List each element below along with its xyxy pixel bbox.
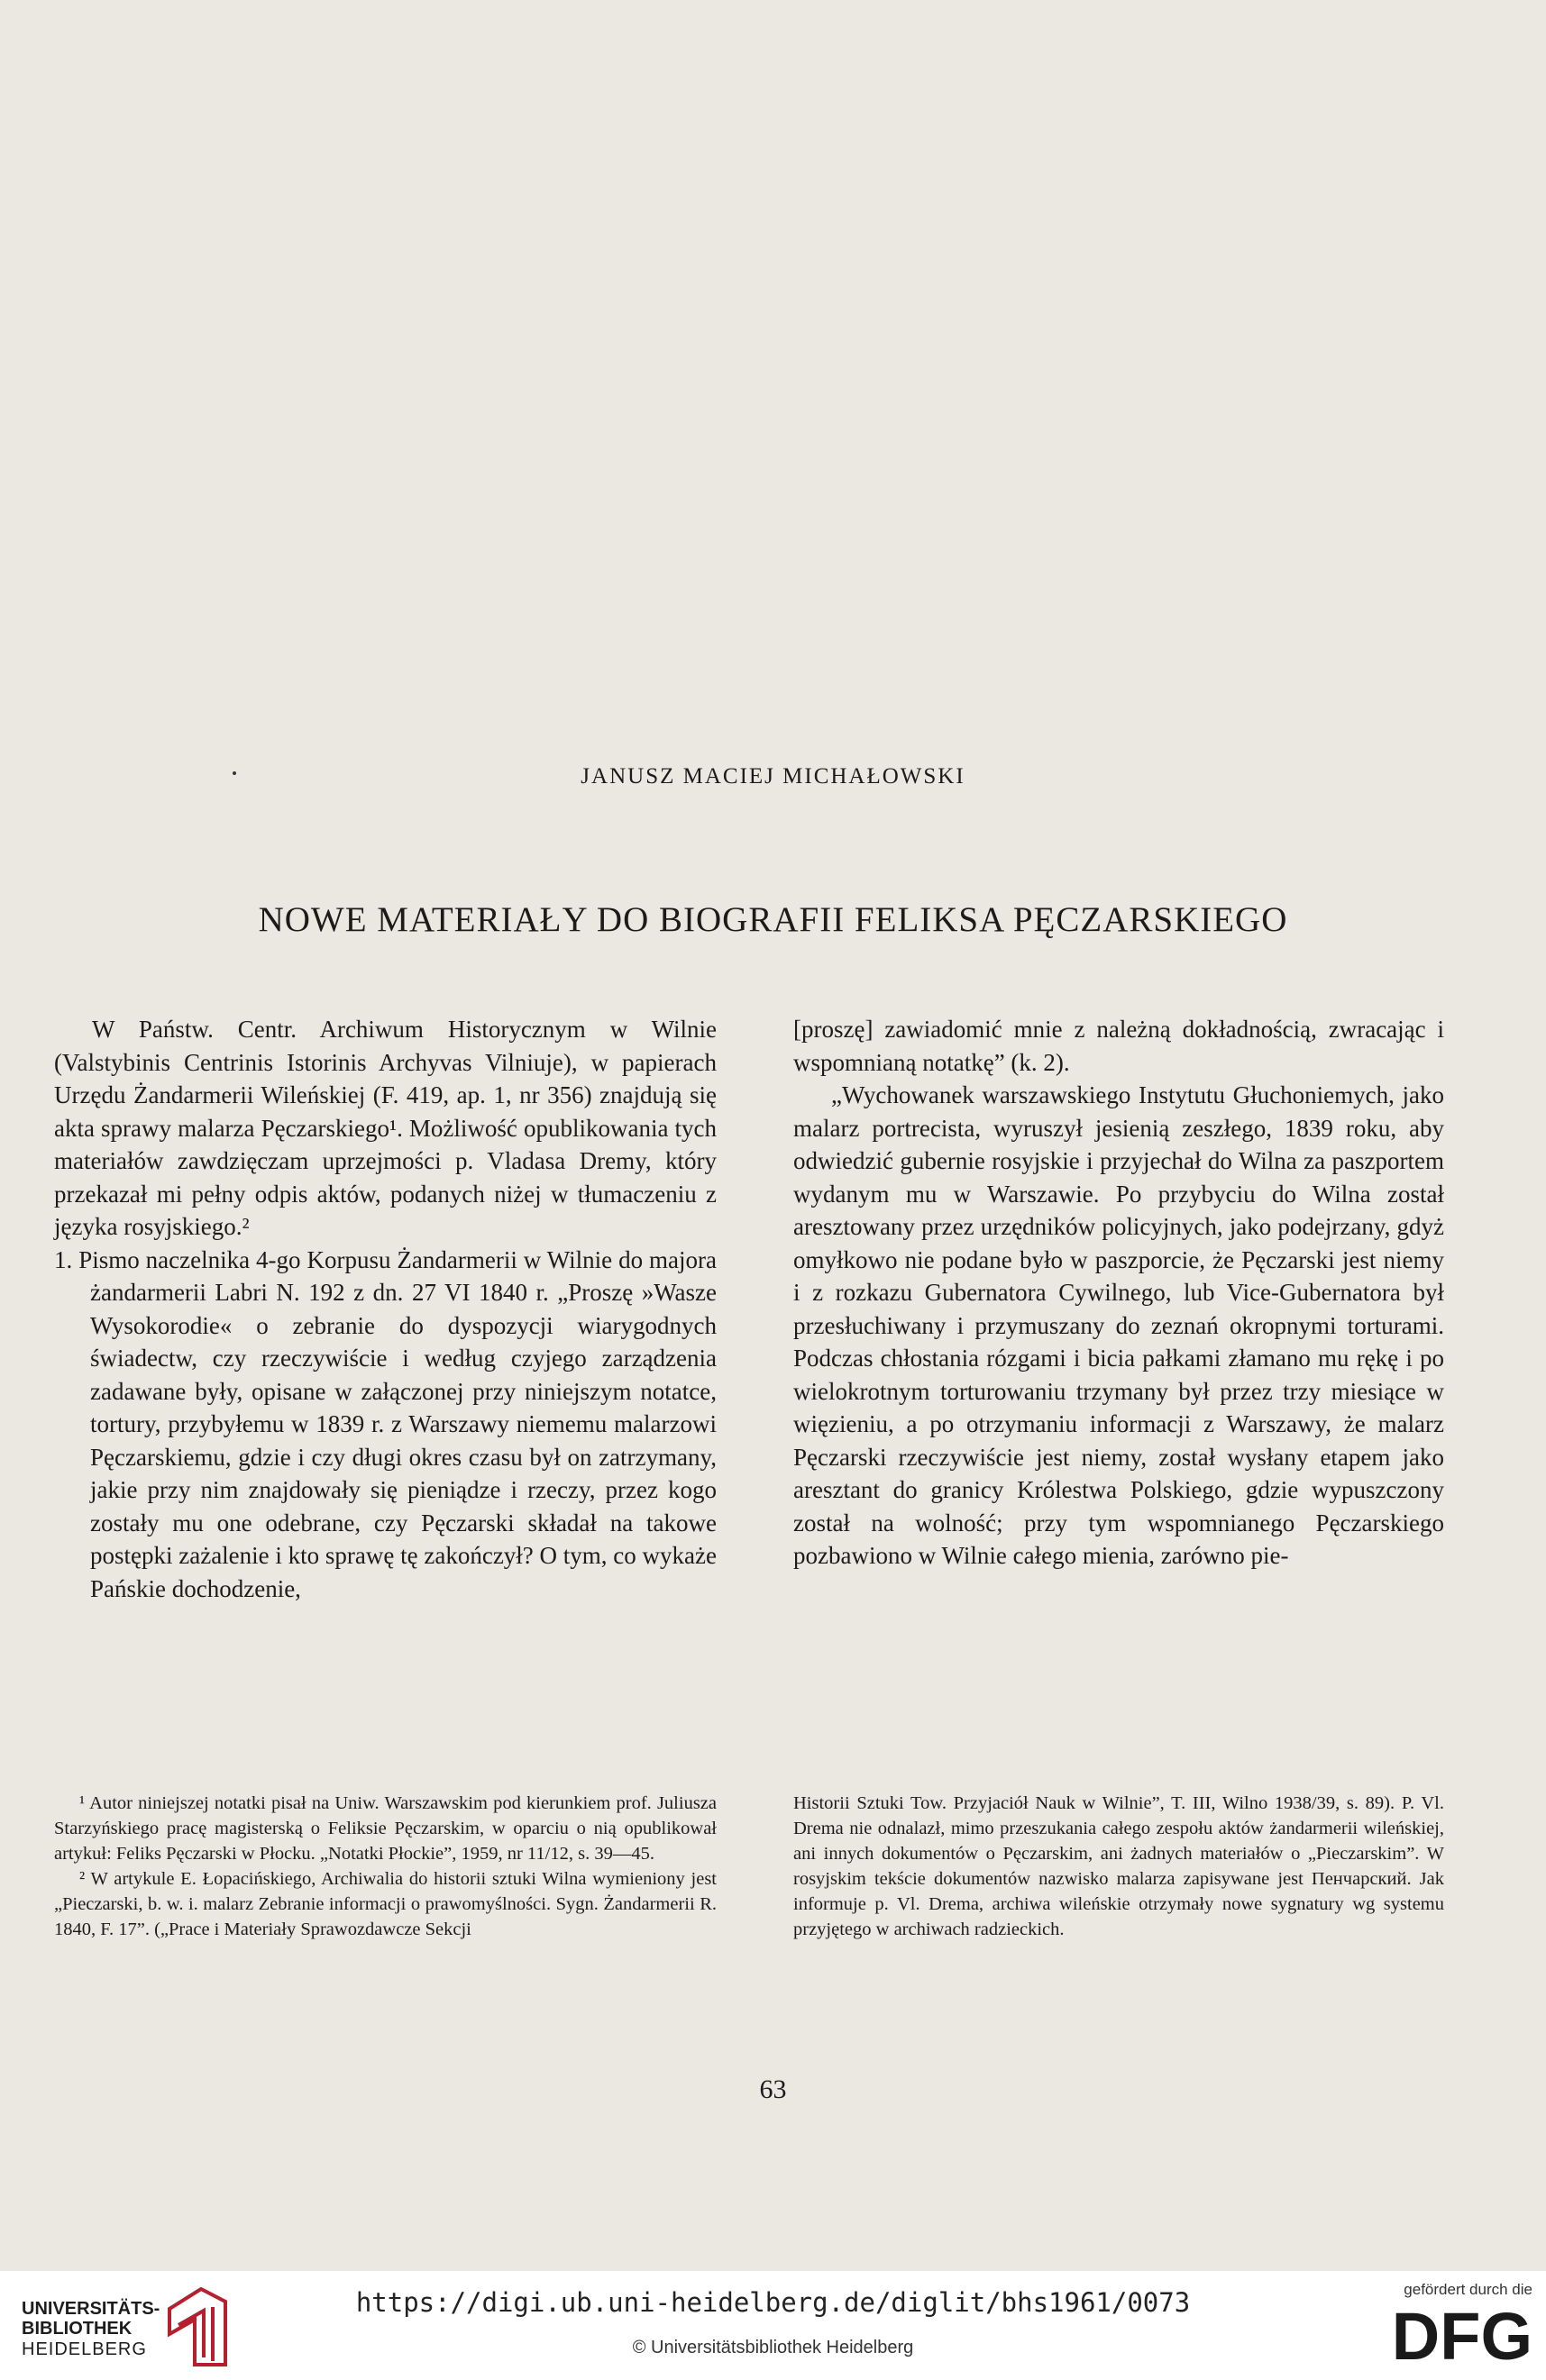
copyright-notice: © Universitätsbibliothek Heidelberg [632, 2338, 914, 2357]
footnote-2-continued: Historii Sztuki Tow. Przyjaciół Nauk w Wilnie”, T. III, Wilno 1938/39, s. 89). P. Vl. Drema nie odnalazł, mimo przeszukania całego zespołu aktów żandarmerii wileńskiej, ani innych dokumentów o Pęczarskim, ani żadnych materiałów o „Pieczarskim”. W rosyjskim tekście dokumentów nazwisko malarza zapisywane jest Пенчарский. Jak informuje p. Vl. Drema, archiwa wileńskie otrzymały nowe sygnatury wg systemu przyjętego w archiwach radzieckich. [793, 1793, 1444, 1939]
body-column-left [54, 1013, 717, 1605]
funding-label: gefördert durch die [1404, 2281, 1532, 2298]
paragraph: [proszę] zawiadomić mnie z należną dokładnością, zwracając i wspomnianą notatkę” (k. 2). [793, 1016, 1444, 1076]
article-title: NOWE MATERIAŁY DO BIOGRAFII FELIKSA PĘCZARSKIEGO [258, 900, 1288, 939]
library-name-line3: HEIDELBERG [22, 2339, 147, 2359]
paragraph: „Wychowanek warszawskiego Instytutu Głuchoniemych, jako malarz portrecista, wyruszył jesienią zeszłego, 1839 roku, aby odwiedzić gubernie rosyjskie i przyjechał do Wilna za paszportem wydanym mu w Warszawie. Po przybyciu do Wilna został aresztowany przez urzędników policyjnych, jako podejrzany, gdyż omyłkowo nie podane było w paszporcie, że Pęczarski jest niemy i z rozkazu Gubernatora Cywilnego, lub Vice-Gubernatora był przesłuchiwany i przymuszany do zeznań okropnymi torturami. Podczas chłostania rózgami i bicia pałkami złamano mu rękę i po wielokrotnym torturowaniu trzymany był przez trzy miesiące w więzieniu, a po otrzymaniu informacji z Warszawy, że malarz Pęczarski rzeczywiście jest niemy, został wysłany etapem jako aresztant do granicy Królestwa Polskiego, gdzie wypuszczony został na wolność; przy tym wspomnianego Pęczarskiego pozbawiono w Wilnie całego mienia, zarówno pie- [793, 1081, 1444, 1569]
paragraph: W Państw. Centr. Archiwum Historycznym w Wilnie (Valstybinis Centrinis Istorinis Archyvas Vilniuje), w papierach Urzędu Żandarmerii Wileńskiej (F. 419, ap. 1, nr 356) znajdują się akta sprawy malarza Pęczarskiego¹. Możliwość opublikowania tych materiałów zawdzięczam uprzejmości p. Vladasa Dremy, który przekazał mi pełny odpis aktów, podanych niżej w tłumaczeniu z języka rosyjskiego.² [54, 1016, 717, 1240]
footnote-2: ² W artykule E. Łopacińskiego, Archiwalia do historii sztuki Wilna wymieniony jest „Pieczarski, b. w. i. malarz Zebranie informacji o prawomyślności. Sygn. Żandarmerii R. 1840, F. 17”. („Prace i Materiały Sprawozdawcze Sekcji [54, 1869, 717, 1939]
footnotes-left [54, 1791, 717, 1942]
page-number: 63 [759, 2075, 787, 2104]
body-column-right [793, 1013, 1444, 1573]
article-author: JANUSZ MACIEJ MICHAŁOWSKI [581, 764, 965, 789]
permalink-url[interactable]: https://digi.ub.uni-heidelberg.de/diglit/bhs1961/0073 [355, 2287, 1191, 2318]
dfg-logo-text: DFG [1391, 2300, 1532, 2368]
library-name-line1: UNIVERSITÄTS- [22, 2299, 160, 2319]
library-name-line2: BIBLIOTHEK [22, 2319, 133, 2339]
dfg-logo-icon [1375, 2300, 1532, 2368]
paragraph-numbered: 1. Pismo naczelnika 4-go Korpusu Żandarmerii w Wilnie do majora żandarmerii Labri N. 192 z dn. 27 VI 1840 r. „Proszę »Wasze Wysokorodie« o zebranie do dyspozycji wiarygodnych świadectw, czy rzeczywiście i według czyjego zarządzenia zadawane były, opisane w załączonej przy niniejszym notatce, tortury, przybyłemu w 1839 r. z Warszawy niememu malarzowi Pęczarskiemu, gdzie i czy długi okres czasu był on zatrzymany, jakie przy nim znajdowały się pieniądze i rzeczy, przez kogo zostały mu one odebrane, czy Pęczarski składał na takowe postępki zażalenie i kto sprawę tę zakończył? O tym, co wykaże Pańskie dochodzenie, [54, 1245, 717, 1602]
footnotes-right [793, 1791, 1444, 1942]
footnote-1: ¹ Autor niniejszej notatki pisał na Uniw. Warszawskim pod kierunkiem prof. Juliusza Starzyńskiego pracę magisterską o Feliksie Pęczarskim, w oparciu o nią opublikował artykuł: Feliks Pęczarski w Płocku. „Notatki Płockie”, 1959, nr 11/12, s. 39—45. [54, 1793, 717, 1864]
